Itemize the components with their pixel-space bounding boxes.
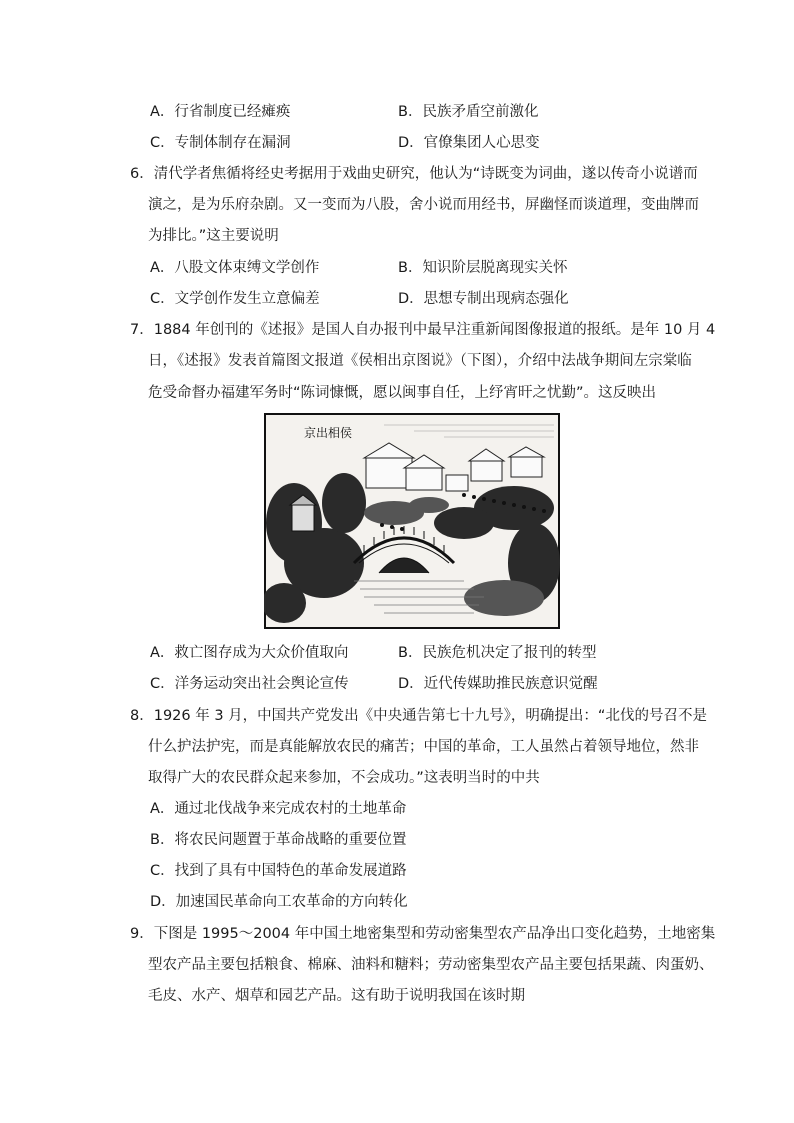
q9-stem-line-1: 9．下图是 1995～2004 年中国土地密集型和劳动密集型农产品净出口变化趋势，土地密集 <box>130 926 716 942</box>
q6-option-a: A．八股文体束缚文学创作 <box>150 260 320 276</box>
q5-option-c: C．专制体制存在漏洞 <box>150 135 291 151</box>
q7-stem-line-2: 日，《述报》发表首篇图文报道《侯相出京图说》（下图），介绍中法战争期间左宗棠临 <box>148 353 692 369</box>
q7-option-a: A．救亡图存成为大众价值取向 <box>150 645 349 661</box>
q8-option-d: D．加速国民革命向工农革命的方向转化 <box>150 894 408 910</box>
q5-option-a: A．行省制度已经瘫痪 <box>150 104 291 120</box>
q5-option-b: B．民族矛盾空前激化 <box>398 104 539 120</box>
q6-option-c: C．文学创作发生立意偏差 <box>150 291 320 307</box>
q7-stem-line-3: 危受命督办福建军务时“陈词慷慨，愿以闽事自任，上纾宵旰之忧勤”。这反映出 <box>148 385 657 401</box>
q6-option-d: D．思想专制出现病态强化 <box>398 291 569 307</box>
q8-stem-line-2: 什么护法护宪，而是真能解放农民的痛苦；中国的革命，工人虽然占着领导地位，然非 <box>148 739 699 755</box>
q7-option-c: C．洋务运动突出社会舆论宣传 <box>150 676 349 692</box>
q5-option-d: D．官僚集团人心思变 <box>398 135 540 151</box>
engraving-figure <box>264 413 560 629</box>
q9-stem-line-3: 毛皮、水产、烟草和园艺产品。这有助于说明我国在该时期 <box>148 988 525 1004</box>
q6-option-b: B．知识阶层脱离现实关怀 <box>398 260 568 276</box>
engraving-illustration <box>264 413 560 629</box>
q7-stem-line-1: 7．1884 年创刊的《述报》是国人自办报刊中最早注重新闻图像报道的报纸。是年 10 月 4 <box>130 322 716 338</box>
q6-stem-line-3: 为排比。”这主要说明 <box>148 228 279 244</box>
q6-stem-line-1: 6．清代学者焦循将经史考据用于戏曲史研究，他认为“诗既变为词曲，遂以传奇小说谱而 <box>130 166 698 182</box>
q8-option-c: C．找到了具有中国特色的革命发展道路 <box>150 863 407 879</box>
q8-option-b: B．将农民问题置于革命战略的重要位置 <box>150 832 407 848</box>
q8-stem-line-1: 8．1926 年 3 月，中国共产党发出《中央通告第七十九号》，明确提出：“北伐的号召不是 <box>130 708 707 724</box>
q8-stem-line-3: 取得广大的农民群众起来参加，不会成功。”这表明当时的中共 <box>148 770 540 786</box>
q7-option-d: D．近代传媒助推民族意识觉醒 <box>398 676 598 692</box>
q6-stem-line-2: 演之，是为乐府杂剧。又一变而为八股，舍小说而用经书，屏幽怪而谈道理，变曲牌而 <box>148 197 699 213</box>
q9-stem-line-2: 型农产品主要包括粮食、棉麻、油料和糖料；劳动密集型农产品主要包括果蔬、肉蛋奶、 <box>148 957 714 973</box>
q7-option-b: B．民族危机决定了报刊的转型 <box>398 645 597 661</box>
q8-option-a: A．通过北伐战争来完成农村的土地革命 <box>150 801 407 817</box>
figure-title: 京出相侯 <box>304 426 353 440</box>
